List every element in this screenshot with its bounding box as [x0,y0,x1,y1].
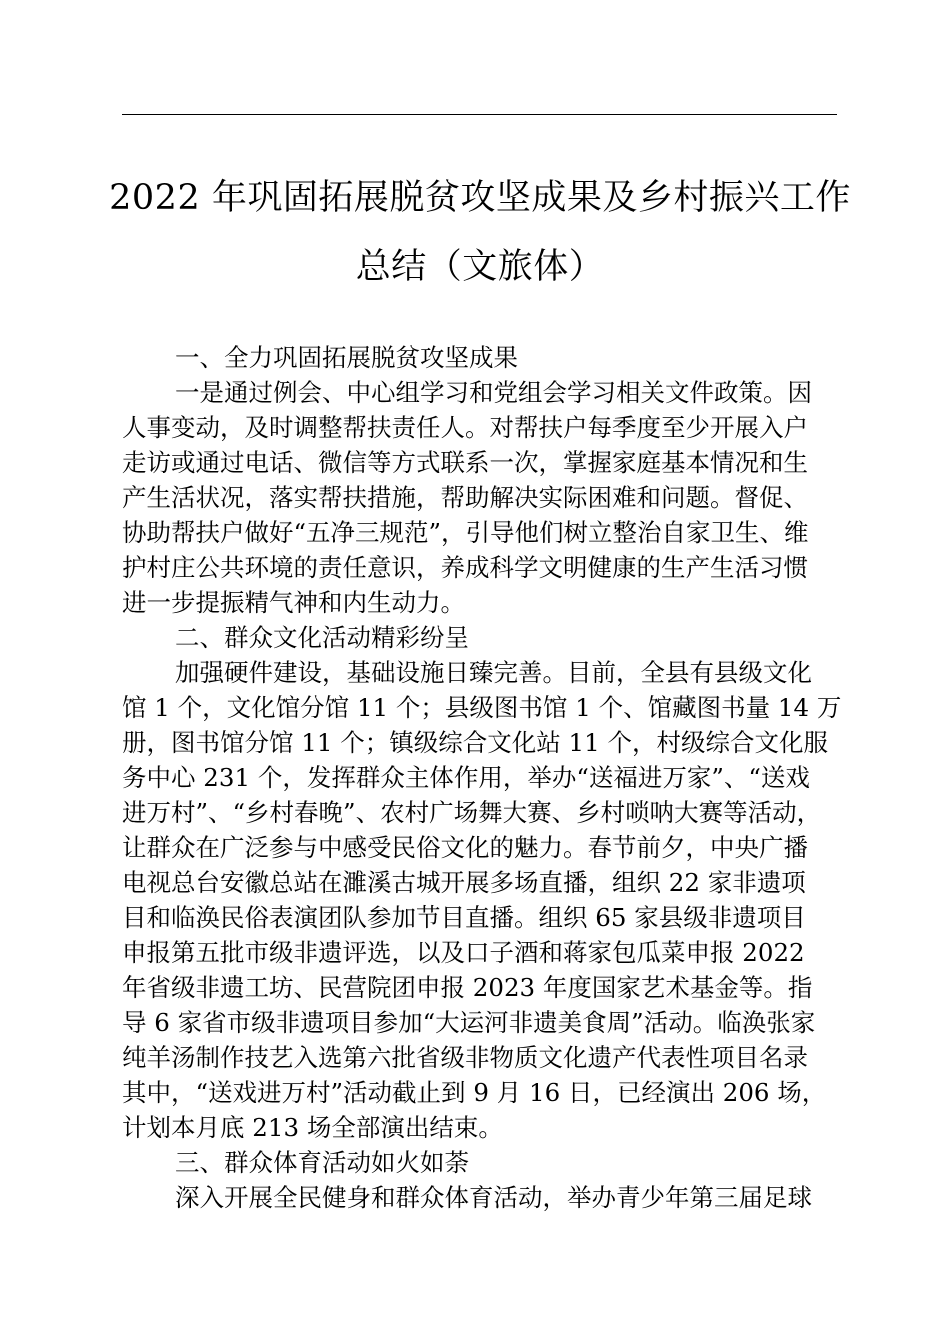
section-heading: 三、群众体育活动如火如荼 [175,1148,469,1177]
paragraph-line: 让群众在广泛参与中感受民俗文化的魅力。春节前夕，中央广播 [122,833,808,862]
paragraph-line: 纯羊汤制作技艺入选第六批省级非物质文化遗产代表性项目名录 [122,1043,808,1072]
section-heading: 二、群众文化活动精彩纷呈 [175,623,469,652]
paragraph-line: 深入开展全民健身和群众体育活动，举办青少年第三届足球 [175,1183,812,1212]
paragraph-line: 目和临涣民俗表演团队参加节目直播。组织 65 家县级非遗项目 [122,903,806,932]
paragraph-line: 进一步提振精气神和内生动力。 [122,588,465,617]
paragraph-line: 计划本月底 213 场全部演出结束。 [122,1113,503,1142]
paragraph-line: 人事变动，及时调整帮扶责任人。对帮扶户每季度至少开展入户 [122,413,808,442]
paragraph-line: 馆 1 个，文化馆分馆 11 个；县级图书馆 1 个、馆藏图书量 14 万 [122,693,842,722]
paragraph-line: 年省级非遗工坊、民营院团申报 2023 年度国家艺术基金等。指 [122,973,813,1002]
paragraph-line: 导 6 家省市级非遗项目参加“大运河非遗美食周”活动。临涣张家 [122,1008,816,1037]
paragraph-line: 册，图书馆分馆 11 个；镇级综合文化站 11 个，村级综合文化服 [122,728,828,757]
section-heading: 一、全力巩固拓展脱贫攻坚成果 [175,343,518,372]
paragraph-line: 护村庄公共环境的责任意识，养成科学文明健康的生产生活习惯 [122,553,808,582]
document-body [122,340,862,1215]
paragraph-line: 进万村”、“乡村春晚”、农村广场舞大赛、乡村唢呐大赛等活动， [122,798,822,827]
paragraph-line: 其中，“送戏进万村”活动截止到 9 月 16 日，已经演出 206 场， [122,1078,827,1107]
paragraph-line: 加强硬件建设，基础设施日臻完善。目前，全县有县级文化 [175,658,812,687]
document-title-line-1: 2022 年巩固拓展脱贫攻坚成果及乡村振兴工作 [109,178,851,218]
paragraph-line: 一是通过例会、中心组学习和党组会学习相关文件政策。因 [175,378,812,407]
paragraph-line: 申报第五批市级非遗评选，以及口子酒和蒋家包瓜菜申报 2022 [122,938,805,967]
paragraph-line: 务中心 231 个，发挥群众主体作用，举办“送福进万家”、“送戏 [122,763,810,792]
paragraph-line: 协助帮扶户做好“五净三规范”，引导他们树立整治自家卫生、维 [122,518,809,547]
document-title-line-2: 总结（文旅体） [355,247,605,287]
paragraph-line: 产生活状况，落实帮扶措施，帮助解决实际困难和问题。督促、 [122,483,808,512]
paragraph-line: 电视总台安徽总站在濉溪古城开展多场直播，组织 22 家非遗项 [122,868,806,897]
paragraph-line: 走访或通过电话、微信等方式联系一次，掌握家庭基本情况和生 [122,448,808,477]
top-rule [122,114,837,115]
